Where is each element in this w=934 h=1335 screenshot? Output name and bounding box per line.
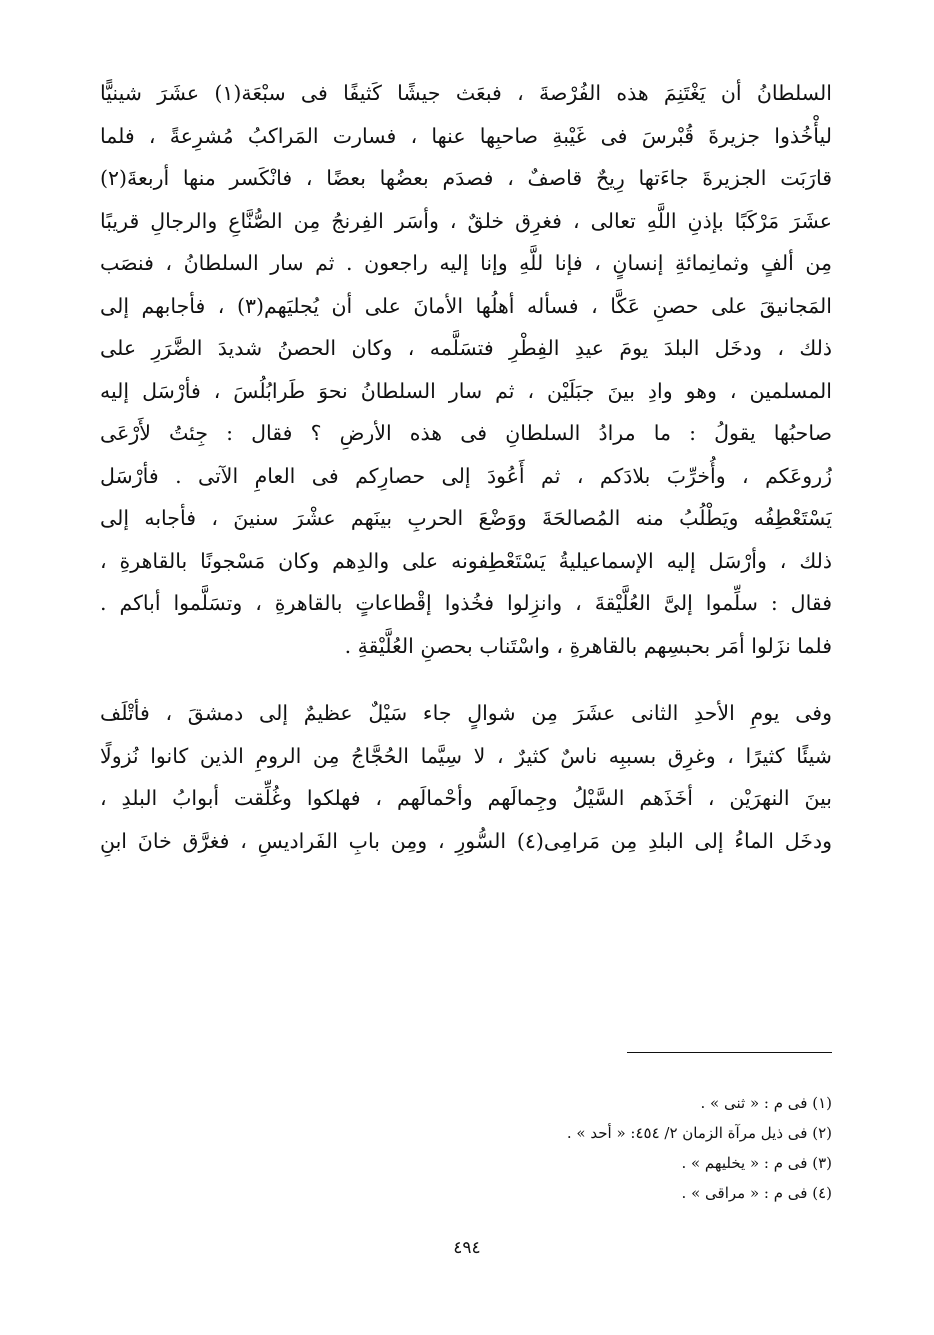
text-line: شيئًا كثيرًا ، وغرِق بسببِه ناسٌ كثيرٌ ، لا سِيَّما الحُجَّاجُ مِن الرومِ الذين كانوا نُزولًا xyxy=(100,743,832,768)
page-number: ٤٩٤ xyxy=(453,1238,481,1258)
paragraph-1 xyxy=(100,72,832,667)
footnote-separator xyxy=(627,1052,832,1053)
text-line: المسلمين ، وهو وادِ بينَ جبَلَيْن ، ثم سار السلطانُ نحوَ طَرابُلُسَ ، فأرْسَل إليه xyxy=(100,378,832,403)
footnote-4: (٤) فى م : « مراقى » . xyxy=(681,1184,832,1202)
text-line: زُروعَكم ، وأُخرِّبَ بلادَكم ، ثم أَعُودَ إلى حصارِكم فى العامِ الآتى . فأرْسَل xyxy=(100,463,832,488)
text-line: بينَ النهرَيْن ، أخَذَهم السَّيْلُ وجِمالَهم وأحْمالَهم ، فهلكوا وغُلِّقت أبوابُ البلدِ ، xyxy=(100,786,832,810)
footnotes xyxy=(300,1088,832,1208)
text-line: ذلك ، ودخَل البلدَ يومَ عيدِ الفِطْرِ فتسَلَّمه ، وكان الحصنُ شديدَ الضَّرَرِ على xyxy=(100,336,832,360)
paragraph-2 xyxy=(100,692,832,862)
text-line: ليأْخُذوا جزيرةَ قُبْرسَ فى غَيْبةِ صاحبِها عنها ، فسارت المَراكبُ مُشرِعةً ، فلما xyxy=(100,123,832,148)
text-line: فلما نزَلوا أمَر بحبسِهم بالقاهرةِ ، واسْتَناب بحصنِ العُلَّيْقةِ . xyxy=(344,633,832,658)
text-line: عشَرَ مَرْكَبًا بإذنِ اللَّهِ تعالى ، فغرِق خلقٌ ، وأسَر الفِرنجُ مِن الصُّنَّاعِ والرجالِ قريبًا xyxy=(100,208,832,233)
text-line: صاحبُها يقولُ : ما مرادُ السلطانِ فى هذه الأرضِ ؟ فقال : جِئتُ لأَرْعَى xyxy=(100,421,832,445)
text-line: قارَبَت الجزيرةَ جاءَتها رِيحٌ قاصفٌ ، فصدَم بعضُها بعضًا ، فانْكَسر منها أربعةَ(٢) xyxy=(100,166,832,190)
text-line: ذلك ، وأرْسَل إليه الإسماعيليةُ يَسْتَعْطِفونه على والدِهم وكان مَسْجونًا بالقاهرةِ ، xyxy=(100,548,832,573)
footnote-1: (١) فى م : « ثنى » . xyxy=(700,1094,832,1112)
text-line: مِن ألفٍ وثمانِمائةِ إنسانٍ ، فإنا للَّهِ وإنا إليه راجعون . ثم سار السلطانُ ، فنصَب xyxy=(100,251,832,275)
main-text xyxy=(100,72,832,862)
text-line: يَسْتَعْطِفُه ويَطْلُبُ منه المُصالحَةَ ووَضْعَ الحربِ بينَهم عشْرَ سنينَ ، فأجابه إلى xyxy=(100,506,832,530)
text-line: ودخَل الماءُ إلى البلدِ مِن مَرامِى(٤) السُّورِ ، ومِن بابِ الفَراديسِ ، فغرَّق خانَ ابنِ xyxy=(100,828,832,853)
text-line: وفى يومِ الأحدِ الثانى عشَرَ مِن شوالٍ جاء سَيْلٌ عظيمٌ إلى دمشقَ ، فأتْلَف xyxy=(100,701,832,725)
footnote-3: (٣) فى م : « يخليهم » . xyxy=(681,1154,832,1172)
text-line: فقال : سلِّموا إلىَّ العُلَّيْقةَ ، وانزِلوا فخُذوا إقْطاعاتٍ بالقاهرةِ ، وتسَلَّموا أباكم . xyxy=(100,591,832,615)
text-line: السلطانُ أن يَغْتَنِمَ هذه الفُرْصةَ ، فبعَث جيشًا كَثيفًا فى سبْعَة(١) عشَرَ شينيًّا xyxy=(100,81,832,105)
text-line: المَجانيقَ على حصنِ عَكَّا ، فسأله أهلُها الأمانَ على أن يُجليَهم(٣) ، فأجابهم إلى xyxy=(100,293,832,318)
footnote-2: (٢) فى ذيل مرآة الزمان ٢/ ٤٥٤: « أحد » . xyxy=(566,1124,832,1142)
paragraph-gap xyxy=(100,667,832,692)
